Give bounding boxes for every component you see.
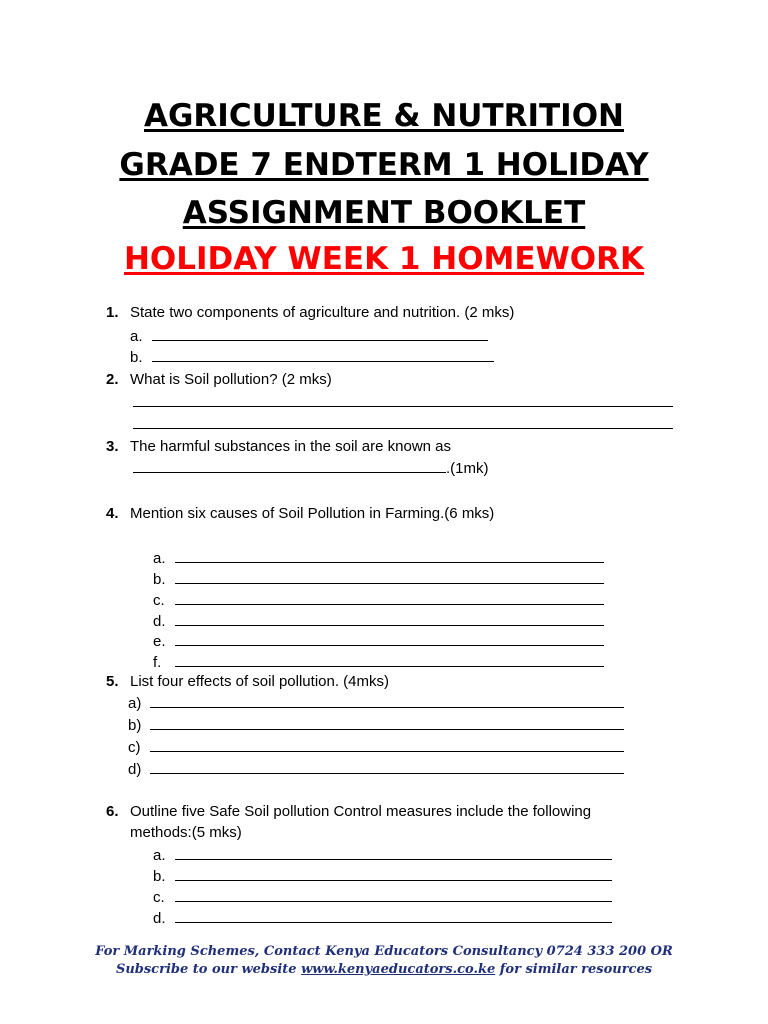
question-4: 4. Mention six causes of Soil Pollution in Farming.(6 mks) [106,505,495,522]
answer-blank[interactable] [175,549,604,563]
title-line-1: AGRICULTURE & NUTRITION [143,98,624,134]
answer-blank[interactable] [152,327,488,341]
answer-line-5d[interactable]: d) [128,760,624,779]
answer-line-1b[interactable]: b. [130,348,494,367]
answer-line-6a[interactable]: a. [153,846,612,865]
answer-line-6b[interactable]: b. [153,867,612,886]
answer-blank[interactable] [175,867,612,881]
answer-blank[interactable] [175,632,604,646]
question-6-continued: methods:(5 mks) [130,824,242,841]
answer-blank[interactable] [133,415,673,429]
answer-blank[interactable] [150,738,624,752]
question-2: 2. What is Soil pollution? (2 mks) [106,371,332,388]
website-link[interactable]: www.kenyaeducators.co.ke [301,962,496,977]
answer-blank[interactable] [175,653,604,667]
homework-heading: HOLIDAY WEEK 1 HOMEWORK [123,241,645,277]
question-5: 5. List four effects of soil pollution. (4mks) [106,673,389,690]
answer-blank[interactable] [150,760,624,774]
answer-blank[interactable] [175,570,604,584]
answer-line-4b[interactable]: b. [153,570,604,589]
answer-blank[interactable] [175,846,612,860]
answer-line-2a[interactable] [133,393,673,412]
answer-blank[interactable] [175,909,612,923]
answer-line-6c[interactable]: c. [153,888,612,907]
title-line-3: ASSIGNMENT BOOKLET [182,195,586,231]
answer-line-4d[interactable]: d. [153,612,604,631]
answer-line-1a[interactable]: a. [130,327,488,346]
question-3: 3. The harmful substances in the soil are known as [106,438,451,455]
answer-blank[interactable] [150,694,624,708]
question-1: 1. State two components of agriculture and nutrition. (2 mks) [106,304,515,321]
answer-blank[interactable] [175,612,604,626]
footer-contact: For Marking Schemes, Contact Kenya Educators Consultancy 0724 333 200 OR [95,944,673,959]
answer-blank[interactable] [175,591,604,605]
answer-blank[interactable] [175,888,612,902]
question-6: 6. Outline five Safe Soil pollution Control measures include the following [106,803,592,820]
answer-line-5a[interactable]: a) [128,694,624,713]
footer-subscribe: Subscribe to our website www.kenyaeducators.co.ke for similar resources [115,962,653,977]
answer-blank[interactable] [133,393,673,407]
answer-blank[interactable] [152,348,494,362]
answer-blank[interactable] [150,716,624,730]
answer-line-5b[interactable]: b) [128,716,624,735]
answer-line-2b[interactable] [133,415,673,434]
title-line-2: GRADE 7 ENDTERM 1 HOLIDAY [119,147,649,183]
answer-line-3[interactable]: .(1mk) [133,459,489,478]
answer-line-4a[interactable]: a. [153,549,604,568]
answer-line-5c[interactable]: c) [128,738,624,757]
answer-line-4c[interactable]: c. [153,591,604,610]
answer-line-4e[interactable]: e. [153,632,604,651]
answer-line-6d[interactable]: d. [153,909,612,928]
answer-blank[interactable] [133,459,446,473]
answer-line-4f[interactable]: f. [153,653,604,672]
